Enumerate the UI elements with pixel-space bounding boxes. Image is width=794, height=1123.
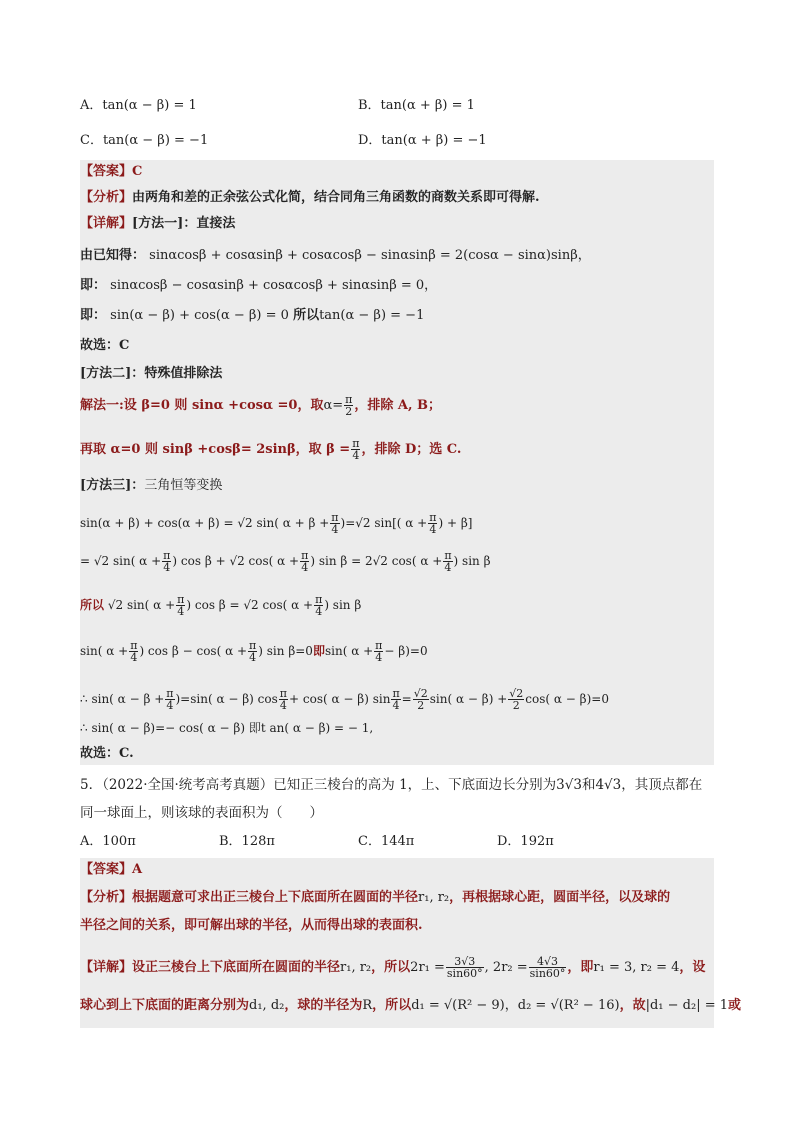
m3-l4-b: ) cos β − cos( α + (139, 644, 248, 658)
frac-num: π (177, 593, 185, 606)
q5-edge-2: 4√3 (595, 777, 622, 793)
m3-l4-f: − β)=0 (384, 644, 428, 658)
m3-line-1 (80, 512, 472, 535)
detail-l2-b: ，球的半径为 (284, 998, 363, 1013)
detail-line-q5-1 (80, 956, 705, 979)
m2-l1-a: 解法一:设 β=0 则 sinα +cosα =0，取 (80, 398, 324, 413)
m3-l4-e: sin( α + (324, 644, 374, 658)
frac-pi-4 (391, 688, 400, 711)
frac-den: sin60° (529, 967, 566, 980)
frac-num: π (279, 687, 288, 700)
m3-line-5 (80, 688, 609, 711)
m3-l6: ∴ sin( α − β)=− cos( α − β) 即t an( α − β) = − 1, (80, 721, 374, 735)
analysis-l2: 半径之间的关系，即可解出球的半径，从而得出球的表面积. (80, 918, 423, 933)
frac-den: 4 (130, 651, 138, 664)
frac-den: 4 (331, 523, 339, 536)
frac-pi-4 (374, 640, 383, 663)
frac-num: π (130, 639, 138, 652)
frac-num: π (249, 639, 257, 652)
m1-line-2 (80, 276, 437, 296)
answer-value: A (132, 862, 143, 877)
m3-l5-b: )=sin( α − β) cos (175, 692, 278, 706)
q5-stem-b: ，其顶点都在 (621, 777, 703, 793)
detail-abs: |d₁ − d₂| = 1 (645, 998, 729, 1013)
detail-l1-b: ，所以 (371, 960, 411, 975)
method2-title-line (80, 364, 222, 384)
frac-num: π (375, 639, 383, 652)
analysis-text: 由两角和差的正余弦公式化简，结合同角三角函数的商数关系即可得解. (132, 190, 540, 205)
detail-e2: , 2r₂ = (484, 960, 528, 975)
q5-stem-a: 5．（2022·全国·统考高考真题）已知正三棱台的高为 1，上、下底面边长分别为 (80, 777, 557, 793)
frac-num: π (166, 687, 174, 700)
m3-l4-c: ) sin β=0 (258, 644, 313, 658)
m3-l5-c: + cos( α − β) sin (289, 692, 391, 706)
m1-prefix-1: 由已知得： (80, 248, 146, 263)
m1-line-1 (80, 246, 591, 266)
frac-pi-4 (279, 688, 288, 711)
method3-title-line (80, 476, 222, 496)
frac-num: 3√3 (446, 956, 484, 968)
m3-line-2 (80, 550, 491, 573)
analysis-line-q4 (80, 188, 540, 208)
answer-tag: 【答案】 (80, 862, 133, 877)
m3-l1-b: )=√2 sin[( α + (340, 516, 428, 530)
detail-tag: 【详解】 (80, 960, 133, 975)
detail-R: R (362, 998, 373, 1013)
analysis-tag: 【分析】 (80, 190, 133, 205)
option-b: B．tan(α + β) = 1 (358, 98, 475, 113)
frac-den: 4 (375, 651, 383, 664)
m3-l5-f: cos( α − β)=0 (525, 692, 609, 706)
m1-expr-2: sinαcosβ − cosαsinβ + cosαcosβ + sinαsinβ = 0， (110, 278, 438, 293)
m1-pick-text: 故选：C (80, 338, 130, 353)
frac-4sqrt3-sin60 (529, 956, 567, 979)
frac-den: sin60° (446, 967, 483, 980)
frac-pi-over-2 (344, 394, 353, 417)
frac-den: 4 (249, 651, 257, 664)
analysis-l1-b: ，再根据球心距，圆面半径，以及球的 (449, 890, 671, 905)
frac-den: 2 (417, 699, 425, 712)
frac-num: π (301, 549, 309, 562)
m3-l2-b: ) cos β + √2 cos( α + (172, 554, 300, 568)
frac-num: π (429, 511, 437, 524)
m2-l2-a: 再取 α=0 则 sinβ +cosβ= 2sinβ，取 β = (80, 442, 351, 457)
method2-title: [方法二]： (80, 366, 145, 381)
m1-pick (80, 336, 129, 356)
analysis-l1-a: 根据题意可求出正三棱台上下底面所在圆面的半径 (132, 890, 419, 905)
m1-expr-1: sinαcosβ + cosαsinβ + cosαcosβ − sinαsinβ = 2(cosα − sinα)sinβ， (149, 248, 591, 263)
q5-stem-line-2 (80, 802, 720, 824)
detail-l1-d: ，设 (679, 960, 706, 975)
answer-line-q5 (80, 860, 142, 880)
frac-3sqrt3-sin60 (446, 956, 484, 979)
frac-pi-4 (176, 594, 185, 617)
q5-stem-c: 同一球面上，则该球的表面积为（ ） (80, 805, 323, 821)
detail-dd: d₁, d₂ (249, 998, 285, 1013)
m3-l2-c: ) sin β = 2√2 cos( α + (310, 554, 443, 568)
frac-pi-4 (314, 594, 323, 617)
m3-l3-a: 所以 (80, 598, 105, 612)
frac-den: 4 (177, 605, 185, 618)
m3-l5-d: = (401, 692, 412, 706)
frac-num: π (331, 511, 339, 524)
frac-num: π (315, 593, 323, 606)
frac-den: 4 (315, 605, 323, 618)
q5-option-d: D．192π (497, 834, 554, 849)
frac-sqrt2-over-2 (508, 688, 524, 711)
frac-pi-4 (443, 550, 452, 573)
frac-den: 4 (279, 699, 287, 712)
frac-den: 2 (345, 405, 353, 418)
detail-or: 或 (728, 998, 742, 1013)
m1-prefix-3: 即： (80, 308, 107, 323)
frac-num: √2 (509, 687, 524, 700)
frac-pi-4 (300, 550, 309, 573)
detail-e3: r₁ = 3, r₂ = 4 (593, 960, 680, 975)
m1-mid-3: 所以 (293, 308, 320, 323)
detail-d2: d₂ = √(R² − 16) (517, 998, 620, 1013)
frac-pi-4 (165, 688, 174, 711)
frac-pi-4 (248, 640, 257, 663)
frac-pi-4 (129, 640, 138, 663)
m3-l1-c: ) + β] (438, 516, 473, 530)
frac-num: π (352, 437, 360, 450)
m2-alpha: α= (323, 398, 344, 413)
analysis-line-q5-1 (80, 888, 670, 908)
m1-end-3: tan(α − β) = −1 (319, 308, 425, 323)
m3-l1-a: sin(α + β) + cos(α + β) = √2 sin( α + β + (80, 516, 330, 530)
m3-pick-text: 故选：C. (80, 746, 134, 761)
frac-num: π (444, 549, 452, 562)
m2-line-1 (80, 394, 441, 417)
m3-l2-d: ) sin β (453, 554, 491, 568)
detail-l1-c: ，即 (567, 960, 594, 975)
detail-tag: 【详解】 (80, 216, 133, 231)
frac-num: π (392, 687, 400, 700)
frac-sqrt2-over-2 (413, 688, 429, 711)
m3-l3-d: ) sin β (324, 598, 362, 612)
detail-line-q5-2 (80, 996, 741, 1016)
analysis-r: r₁, r₂ (418, 890, 450, 905)
frac-num: π (345, 393, 353, 406)
answer-tag: 【答案】 (80, 164, 133, 179)
method3-title: [方法三]： (80, 478, 145, 493)
frac-den: 4 (429, 523, 437, 536)
m3-l3-c: ) cos β = √2 cos( α + (186, 598, 314, 612)
m3-line-6 (80, 718, 373, 738)
q5-edge-1: 3√3 (556, 777, 582, 793)
q5-option-b: B．128π (219, 834, 275, 849)
q5-stem-line-1 (80, 774, 720, 796)
detail-l2-c: ，所以 (372, 998, 412, 1013)
frac-den: 4 (166, 699, 174, 712)
detail-e1: 2r₁ = (410, 960, 445, 975)
detail-l2-d: ，故 (619, 998, 646, 1013)
option-a: A．tan(α − β) = 1 (80, 98, 197, 113)
m2-l1-b: ，排除 A, B； (354, 398, 442, 413)
m3-l3-b: √2 sin( α + (107, 598, 176, 612)
detail-r: r₁, r₂ (340, 960, 372, 975)
m1-expr-3: sin(α − β) + cos(α − β) = 0 (110, 308, 289, 323)
frac-pi-4 (162, 550, 171, 573)
m3-l4-d: 即 (312, 644, 325, 658)
frac-num: √2 (413, 687, 428, 700)
frac-num: π (163, 549, 171, 562)
frac-pi-4 (428, 512, 437, 535)
frac-pi-4 (330, 512, 339, 535)
m3-l4-a: sin( α + (80, 644, 129, 658)
q5-option-a: A．100π (80, 834, 136, 849)
m3-l2-a: = √2 sin( α + (80, 554, 162, 568)
m1-prefix-2: 即： (80, 278, 107, 293)
detail-line-q4 (80, 214, 235, 234)
m2-l2-b: ，排除 D；选 C. (361, 442, 462, 457)
m1-line-3 (80, 306, 424, 326)
m3-l5-a: ∴ sin( α − β + (80, 692, 165, 706)
answer-value: C (132, 164, 143, 179)
m3-line-4 (80, 640, 428, 663)
method1-title: [方法一]：直接法 (132, 216, 236, 231)
frac-den: 2 (512, 699, 520, 712)
q5-option-c: C．144π (358, 834, 415, 849)
detail-sep: ， (504, 998, 518, 1013)
detail-l2-a: 球心到上下底面的距离分别为 (80, 998, 250, 1013)
option-c: C．tan(α − β) = −1 (80, 133, 209, 148)
detail-l1-a: 设正三棱台上下底面所在圆面的半径 (132, 960, 341, 975)
frac-den: 4 (444, 561, 452, 574)
frac-den: 4 (163, 561, 171, 574)
analysis-line-q5-2 (80, 916, 423, 936)
m2-line-2 (80, 438, 461, 461)
method2-name: 特殊值排除法 (144, 366, 223, 381)
frac-pi-over-4 (351, 438, 360, 461)
m3-l5-e: sin( α − β) + (429, 692, 508, 706)
m3-pick (80, 744, 134, 764)
method3-name: 三角恒等变换 (144, 478, 223, 493)
detail-d1: d₁ = √(R² − 9) (411, 998, 505, 1013)
m3-line-3 (80, 594, 361, 617)
frac-den: 4 (392, 699, 400, 712)
frac-den: 4 (301, 561, 309, 574)
q5-and: 和 (581, 777, 596, 793)
answer-line-q4 (80, 162, 142, 182)
frac-den: 4 (352, 449, 360, 462)
option-d: D．tan(α + β) = −1 (358, 133, 487, 148)
frac-num: 4√3 (529, 956, 567, 968)
analysis-tag: 【分析】 (80, 890, 133, 905)
